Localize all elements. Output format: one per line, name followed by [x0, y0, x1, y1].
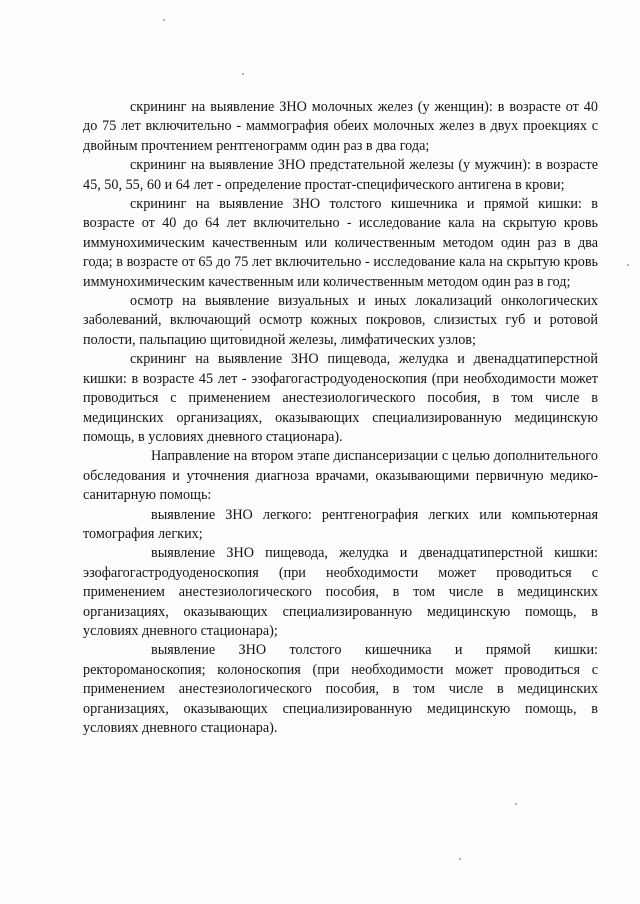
document-body: [83, 98, 598, 738]
scan-speck: [515, 803, 517, 805]
paragraph-colorectal-screening: скрининг на выявление ЗНО толстого кишечника и прямой кишки: в возрасте от 40 до 64 лет включительно - исследование кала на скрытую кровь иммунохимическим качественным или количественным методом один раз в два года; в возрасте от 65 до 75 лет включительно - исследование кала на скрытую кровь иммунохимическим качественным или количественным методом один раз в год;: [83, 196, 598, 290]
paragraph-esophagus-screening: скрининг на выявление ЗНО пищевода, желудка и двенадцатиперстной кишки: в возрасте 45 лет - эзофагогастродуоденоскопия (при необходимости может проводиться с применением анестезиологического пособия, в том числе в медицинских организациях, оказывающих специализированную медицинскую помощь, в условиях дневного стационара).: [83, 351, 598, 445]
paragraph-esophagus-detection: выявление ЗНО пищевода, желудка и двенадцатиперстной кишки: эзофагогастродуоденоскопия (при необходимости может проводиться с применением анестезиологического пособия, в том числе в медицинских организациях, оказывающих специализированную медицинскую помощь, в условиях дневного стационара);: [83, 545, 598, 639]
paragraph-breast-screening: скрининг на выявление ЗНО молочных желез (у женщин): в возрасте от 40 до 75 лет включительно - маммография обеих молочных желез в двух проекциях с двойным прочтением рентгенограмм один раз в два года;: [83, 99, 598, 154]
paragraph-second-stage-referral: Направление на втором этапе диспансеризации с целью дополнительного обследования и уточнения диагноза врачами, оказывающими первичную медико-санитарную помощь:: [83, 448, 598, 504]
paragraph-lung-detection: выявление ЗНО легкого: рентгенография легких или компьютерная томография легких;: [83, 506, 598, 542]
scan-speck: [242, 73, 244, 75]
paragraph-prostate-screening: скрининг на выявление ЗНО предстательной железы (у мужчин): в возрасте 45, 50, 55, 60 и 64 лет - определение простат-специфического антигена в крови;: [83, 157, 598, 193]
scan-speck: [627, 264, 629, 266]
scan-speck: [459, 858, 461, 860]
scan-speck: [163, 19, 165, 21]
paragraph-colorectal-detection: выявление ЗНО толстого кишечника и прямой кишки: ректороманоскопия; колоноскопия (при необходимости может проводиться с применением анестезиологического пособия, в том числе в медицинских организациях, оказывающих специализированную медицинскую помощь, в условиях дневного стационара).: [83, 642, 598, 736]
paragraph-visual-exam: осмотр на выявление визуальных и иных локализаций онкологических заболеваний, включающий осмотр кожных покровов, слизистых губ и ротовой полости, пальпацию щитовидной железы, лимфатических узлов;: [83, 293, 598, 348]
scan-speck: [240, 329, 242, 331]
